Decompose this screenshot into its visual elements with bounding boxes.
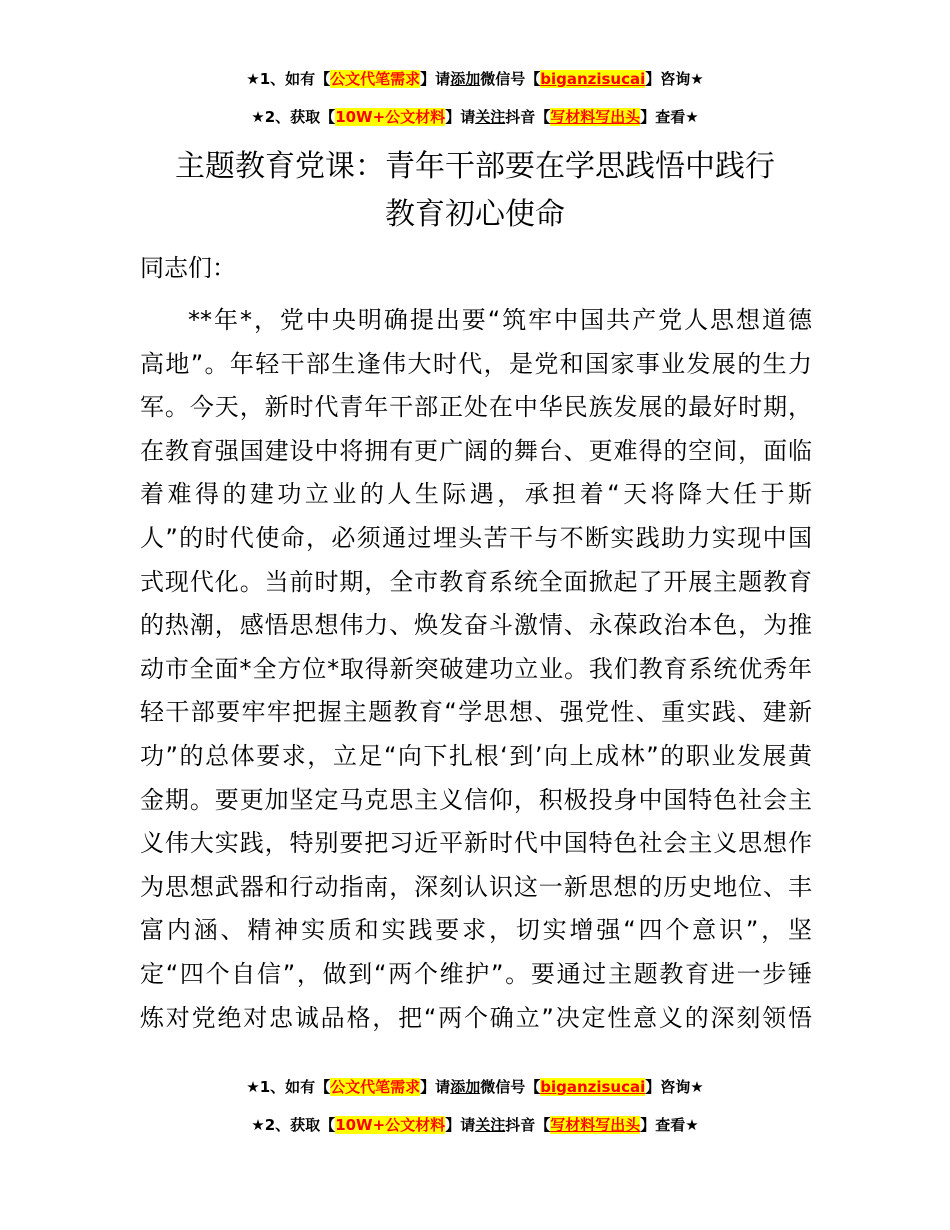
body-line: 着难得的建功立业的人生际遇，承担着“天将降大任于斯 — [140, 480, 812, 509]
banner-wechat-id: biganzisucai — [540, 70, 646, 88]
banner-text: 】咨询★ — [645, 1078, 704, 1096]
banner-underline: 关注 — [475, 1116, 506, 1134]
banner-text: ★1、如有【 — [246, 1078, 331, 1096]
banner-underline: 添加 — [450, 70, 481, 88]
banner-text: 】请 — [445, 1116, 476, 1134]
banner-text: 微信号【 — [480, 1078, 541, 1096]
title-line-1: 主题教育党课：青年干部要在学思践悟中践行 — [175, 149, 775, 184]
document-title — [80, 143, 870, 239]
greeting: 同志们： — [140, 254, 236, 282]
body-line: 高地”。年轻干部生逢伟大时代，是党和国家事业发展的生力 — [140, 349, 812, 378]
body-line: 在教育强国建设中将拥有更广阔的舞台、更难得的空间，面临 — [140, 436, 812, 465]
body-line: 富内涵、精神实质和实践要求，切实增强“四个意识”，坚 — [140, 916, 812, 945]
body-line: 军。今天，新时代青年干部正处在中华民族发展的最好时期， — [140, 393, 812, 422]
body-line: 动市全面*全方位*取得新突破建功立业。我们教育系统优秀年 — [140, 654, 812, 683]
banner-highlight: 公文代笔需求 — [330, 70, 421, 88]
body-line: **年*，党中央明确提出要“筑牢中国共产党人思想道德 — [188, 306, 812, 334]
banner-underline: 添加 — [450, 1078, 481, 1096]
body-line: 轻干部要牢牢把握主题教育“学思想、强党性、重实践、建新 — [140, 698, 812, 727]
banner-douyin-id: 写材料写出头 — [550, 1116, 641, 1134]
banner-text: ★1、如有【 — [246, 70, 331, 88]
banner-highlight: 公文代笔需求 — [330, 1078, 421, 1096]
banner-text: ★2、获取【 — [251, 108, 336, 126]
banner-text: 抖音【 — [505, 1116, 551, 1134]
banner-text: 抖音【 — [505, 108, 551, 126]
body-line: 功”的总体要求，立足“向下扎根‘到’向上成林”的职业发展黄 — [140, 741, 812, 770]
body-line: 金期。要更加坚定马克思主义信仰，积极投身中国特色社会主 — [140, 785, 812, 814]
banner-text: 微信号【 — [480, 70, 541, 88]
body-line: 炼对党绝对忠诚品格，把“两个确立”决定性意义的深刻领悟 — [140, 1003, 812, 1032]
body-line: 人”的时代使命，必须通过埋头苦干与不断实践助力实现中国 — [140, 523, 812, 552]
banner-text: 】查看★ — [640, 1116, 699, 1134]
banner-highlight: 10W+公文材料 — [335, 108, 446, 126]
bottom-banner-line-1 — [0, 1077, 950, 1097]
body-line: 的热潮，感悟思想伟力、焕发奋斗激情、永葆政治本色，为推 — [140, 611, 812, 640]
banner-text: ★2、获取【 — [251, 1116, 336, 1134]
banner-text: 】请 — [420, 1078, 451, 1096]
banner-text: 】请 — [445, 108, 476, 126]
banner-douyin-id: 写材料写出头 — [550, 108, 641, 126]
banner-text: 】咨询★ — [645, 70, 704, 88]
top-banner-line-2 — [0, 107, 950, 127]
title-line-2: 教育初心使命 — [385, 197, 565, 232]
banner-underline: 关注 — [475, 108, 506, 126]
body-paragraph — [140, 299, 812, 1040]
bottom-banner-line-2 — [0, 1115, 950, 1135]
body-line: 为思想武器和行动指南，深刻认识这一新思想的历史地位、丰 — [140, 872, 812, 901]
body-line: 义伟大实践，特别要把习近平新时代中国特色社会主义思想作 — [140, 829, 812, 858]
banner-text: 】查看★ — [640, 108, 699, 126]
body-line: 式现代化。当前时期，全市教育系统全面掀起了开展主题教育 — [140, 567, 812, 596]
banner-highlight: 10W+公文材料 — [335, 1116, 446, 1134]
banner-text: 】请 — [420, 70, 451, 88]
top-banner-line-1 — [0, 69, 950, 89]
banner-wechat-id: biganzisucai — [540, 1078, 646, 1096]
body-line: 定“四个自信”，做到“两个维护”。要通过主题教育进一步锤 — [140, 959, 812, 988]
